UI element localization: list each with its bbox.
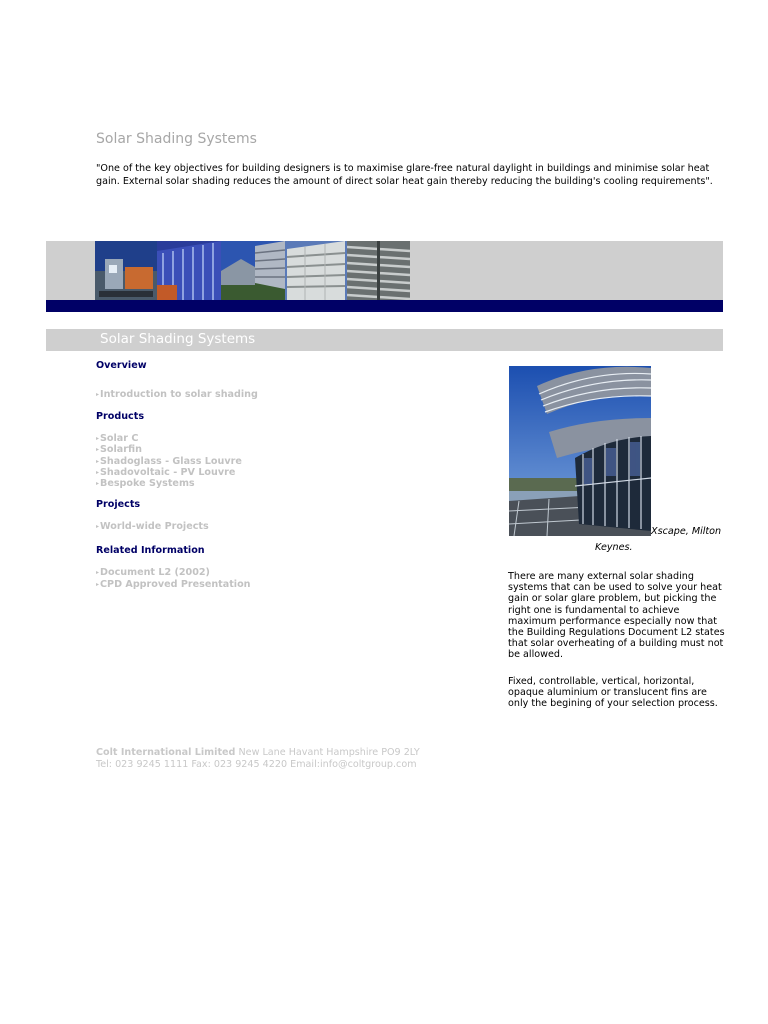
- side-navigation: [96, 360, 426, 590]
- body-paragraph-2: Fixed, controllable, vertical, horizontal, opaque aluminium or translucent fins are only the begining of your selection process.: [508, 676, 718, 710]
- footer-address: New Lane Havant Hampshire PO9 2LY: [238, 747, 420, 758]
- xscape-building-photo: [509, 366, 651, 536]
- nav-heading-related-information: Related Information: [96, 545, 205, 557]
- footer: [96, 747, 420, 770]
- nav-heading-overview: Overview: [96, 360, 147, 371]
- banner-navy-bar: [46, 300, 723, 312]
- arrow-icon: ▸: [96, 457, 100, 465]
- section-header-bar: [46, 329, 723, 351]
- arrow-icon: ▸: [96, 468, 100, 476]
- arrow-icon: ▸: [96, 479, 100, 487]
- photo-caption-line1: Xscape, Milton: [651, 526, 722, 537]
- footer-company: Colt International Limited: [96, 747, 236, 758]
- arrow-icon: ▸: [96, 446, 100, 454]
- banner-photo-strip: [95, 241, 410, 300]
- nav-link-solar-c[interactable]: ▸Solar C: [96, 433, 139, 445]
- page-title: Solar Shading Systems: [96, 131, 257, 147]
- banner-photo-5: [347, 241, 410, 300]
- arrow-icon: ▸: [96, 523, 100, 531]
- header-banner: [46, 241, 723, 312]
- nav-link-cpd-presentation[interactable]: ▸CPD Approved Presentation: [96, 578, 251, 590]
- nav-link-world-wide-projects[interactable]: ▸World-wide Projects: [96, 521, 209, 533]
- nav-link-bespoke-systems[interactable]: ▸Bespoke Systems: [96, 477, 195, 489]
- arrow-icon: ▸: [96, 391, 100, 398]
- nav-link-introduction[interactable]: ▸Introduction to solar shading: [96, 389, 258, 400]
- photo-caption-line2: Keynes.: [595, 542, 633, 553]
- nav-heading-projects: Projects: [96, 499, 141, 511]
- nav-link-document-l2[interactable]: ▸Document L2 (2002): [96, 567, 210, 579]
- banner-photo-2: [157, 241, 221, 300]
- banner-photo-1: [95, 241, 157, 300]
- footer-contact: Tel: 023 9245 1111 Fax: 023 9245 4220 Email:info@coltgroup.com: [96, 758, 417, 770]
- intro-quote: "One of the key objectives for building designers is to maximise glare-free natural daylight in buildings and minimise solar heat gain. External solar shading reduces the amount of direct solar heat gain thereby reducing the building's cooling requirements".: [96, 163, 713, 187]
- body-paragraph-1: There are many external solar shading systems that can be used to solve your heat gain or solar glare problem, but picking the right one is fundamental to achieve maximum performance especially now that the Building Regulations Document L2 states that solar overheating of a building must not be allowed.: [508, 571, 725, 661]
- section-header-divider: [96, 327, 418, 329]
- arrow-icon: ▸: [96, 435, 100, 443]
- banner-photo-3: [221, 241, 285, 300]
- arrow-icon: ▸: [96, 569, 100, 577]
- arrow-icon: ▸: [96, 580, 100, 588]
- nav-link-shadoglass[interactable]: ▸Shadoglass - Glass Louvre: [96, 455, 242, 467]
- nav-heading-products: Products: [96, 411, 145, 423]
- section-header-title: Solar Shading Systems: [100, 331, 256, 347]
- nav-link-shadovoltaic[interactable]: ▸Shadovoltaic - PV Louvre: [96, 466, 236, 478]
- nav-link-solarfin[interactable]: ▸Solarfin: [96, 444, 142, 456]
- banner-photo-4: [285, 241, 347, 300]
